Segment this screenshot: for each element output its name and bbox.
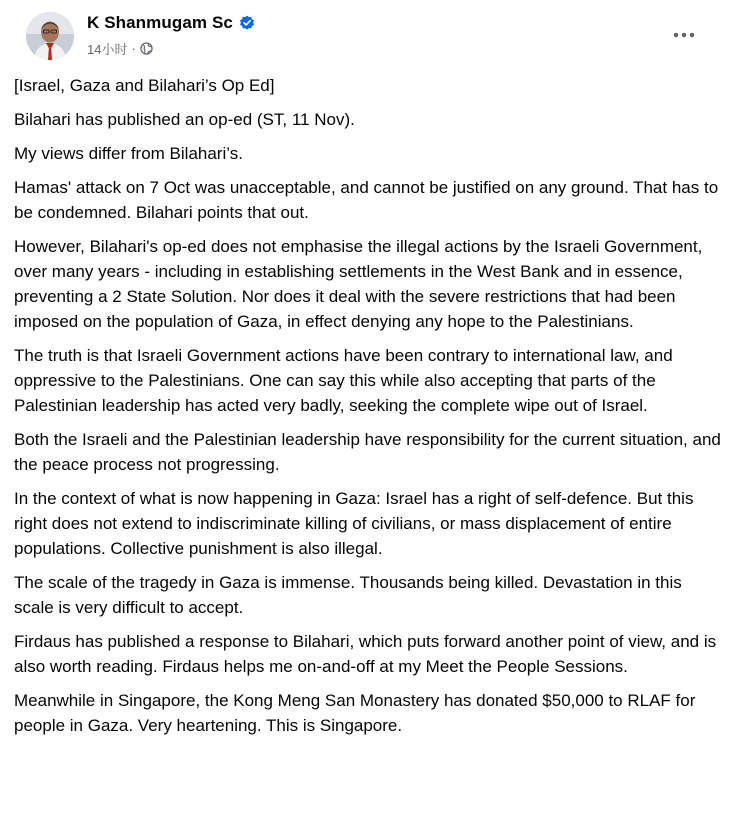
post-timestamp[interactable]: 14小时 — [87, 42, 128, 57]
avatar-portrait-icon — [26, 12, 74, 60]
post-paragraph: My views differ from Bilahari’s. — [14, 144, 243, 163]
verified-badge-icon — [239, 15, 255, 31]
post-header — [14, 0, 722, 70]
post-paragraph: Meanwhile in Singapore, the Kong Meng San Monastery has donated $50,000 to RLAF for people in Gaza. Very heartening. This is Singapore. — [14, 691, 696, 735]
author-line — [87, 13, 255, 33]
post-paragraph: [Israel, Gaza and Bilahari’s Op Ed] — [14, 76, 275, 95]
post-paragraph: Bilahari has published an op-ed (ST, 11 Nov). — [14, 110, 355, 129]
author-avatar[interactable] — [26, 12, 74, 60]
author-name[interactable]: K Shanmugam Sc — [87, 13, 233, 32]
post-paragraph: In the context of what is now happening in Gaza: Israel has a right of self-defence. But this right does not extend to indiscriminate killing of civilians, or mass displacement of entire populations. Collective punishment is also illegal. — [14, 489, 694, 558]
ellipsis-icon — [673, 32, 695, 38]
post-meta — [87, 39, 153, 58]
post-paragraph: Firdaus has published a response to Bilahari, which puts forward another point of view, and is also worth reading. Firdaus helps me on-and-off at my Meet the People Sessions. — [14, 632, 717, 676]
post-paragraph: The truth is that Israeli Government actions have been contrary to international law, and oppressive to the Palestinians. One can say this while also accepting that parts of the Palestinian leadership has acted very badly, seeking the complete wipe out of Israel. — [14, 346, 673, 415]
post-paragraph: Both the Israeli and the Palestinian leadership have responsibility for the current situation, and the peace process not progressing. — [14, 430, 721, 474]
post-paragraph: However, Bilahari's op-ed does not emphasise the illegal actions by the Israeli Government, over many years - including in establishing settlements in the West Bank and in essence, preventing a 2 State Solution. Nor does it deal with the severe restrictions that had been imposed on the population of Gaza, in effect denying any hope to the Palestinians. — [14, 237, 703, 331]
globe-icon[interactable] — [140, 42, 153, 55]
post-paragraph: The scale of the tragedy in Gaza is immense. Thousands being killed. Devastation in this scale is very difficult to accept. — [14, 573, 682, 617]
more-options-button[interactable] — [666, 17, 702, 53]
post-body — [14, 73, 722, 738]
meta-separator: · — [131, 41, 136, 56]
post-paragraph: Hamas' attack on 7 Oct was unacceptable, and cannot be justified on any ground. That has to be condemned. Bilahari points that out. — [14, 178, 719, 222]
